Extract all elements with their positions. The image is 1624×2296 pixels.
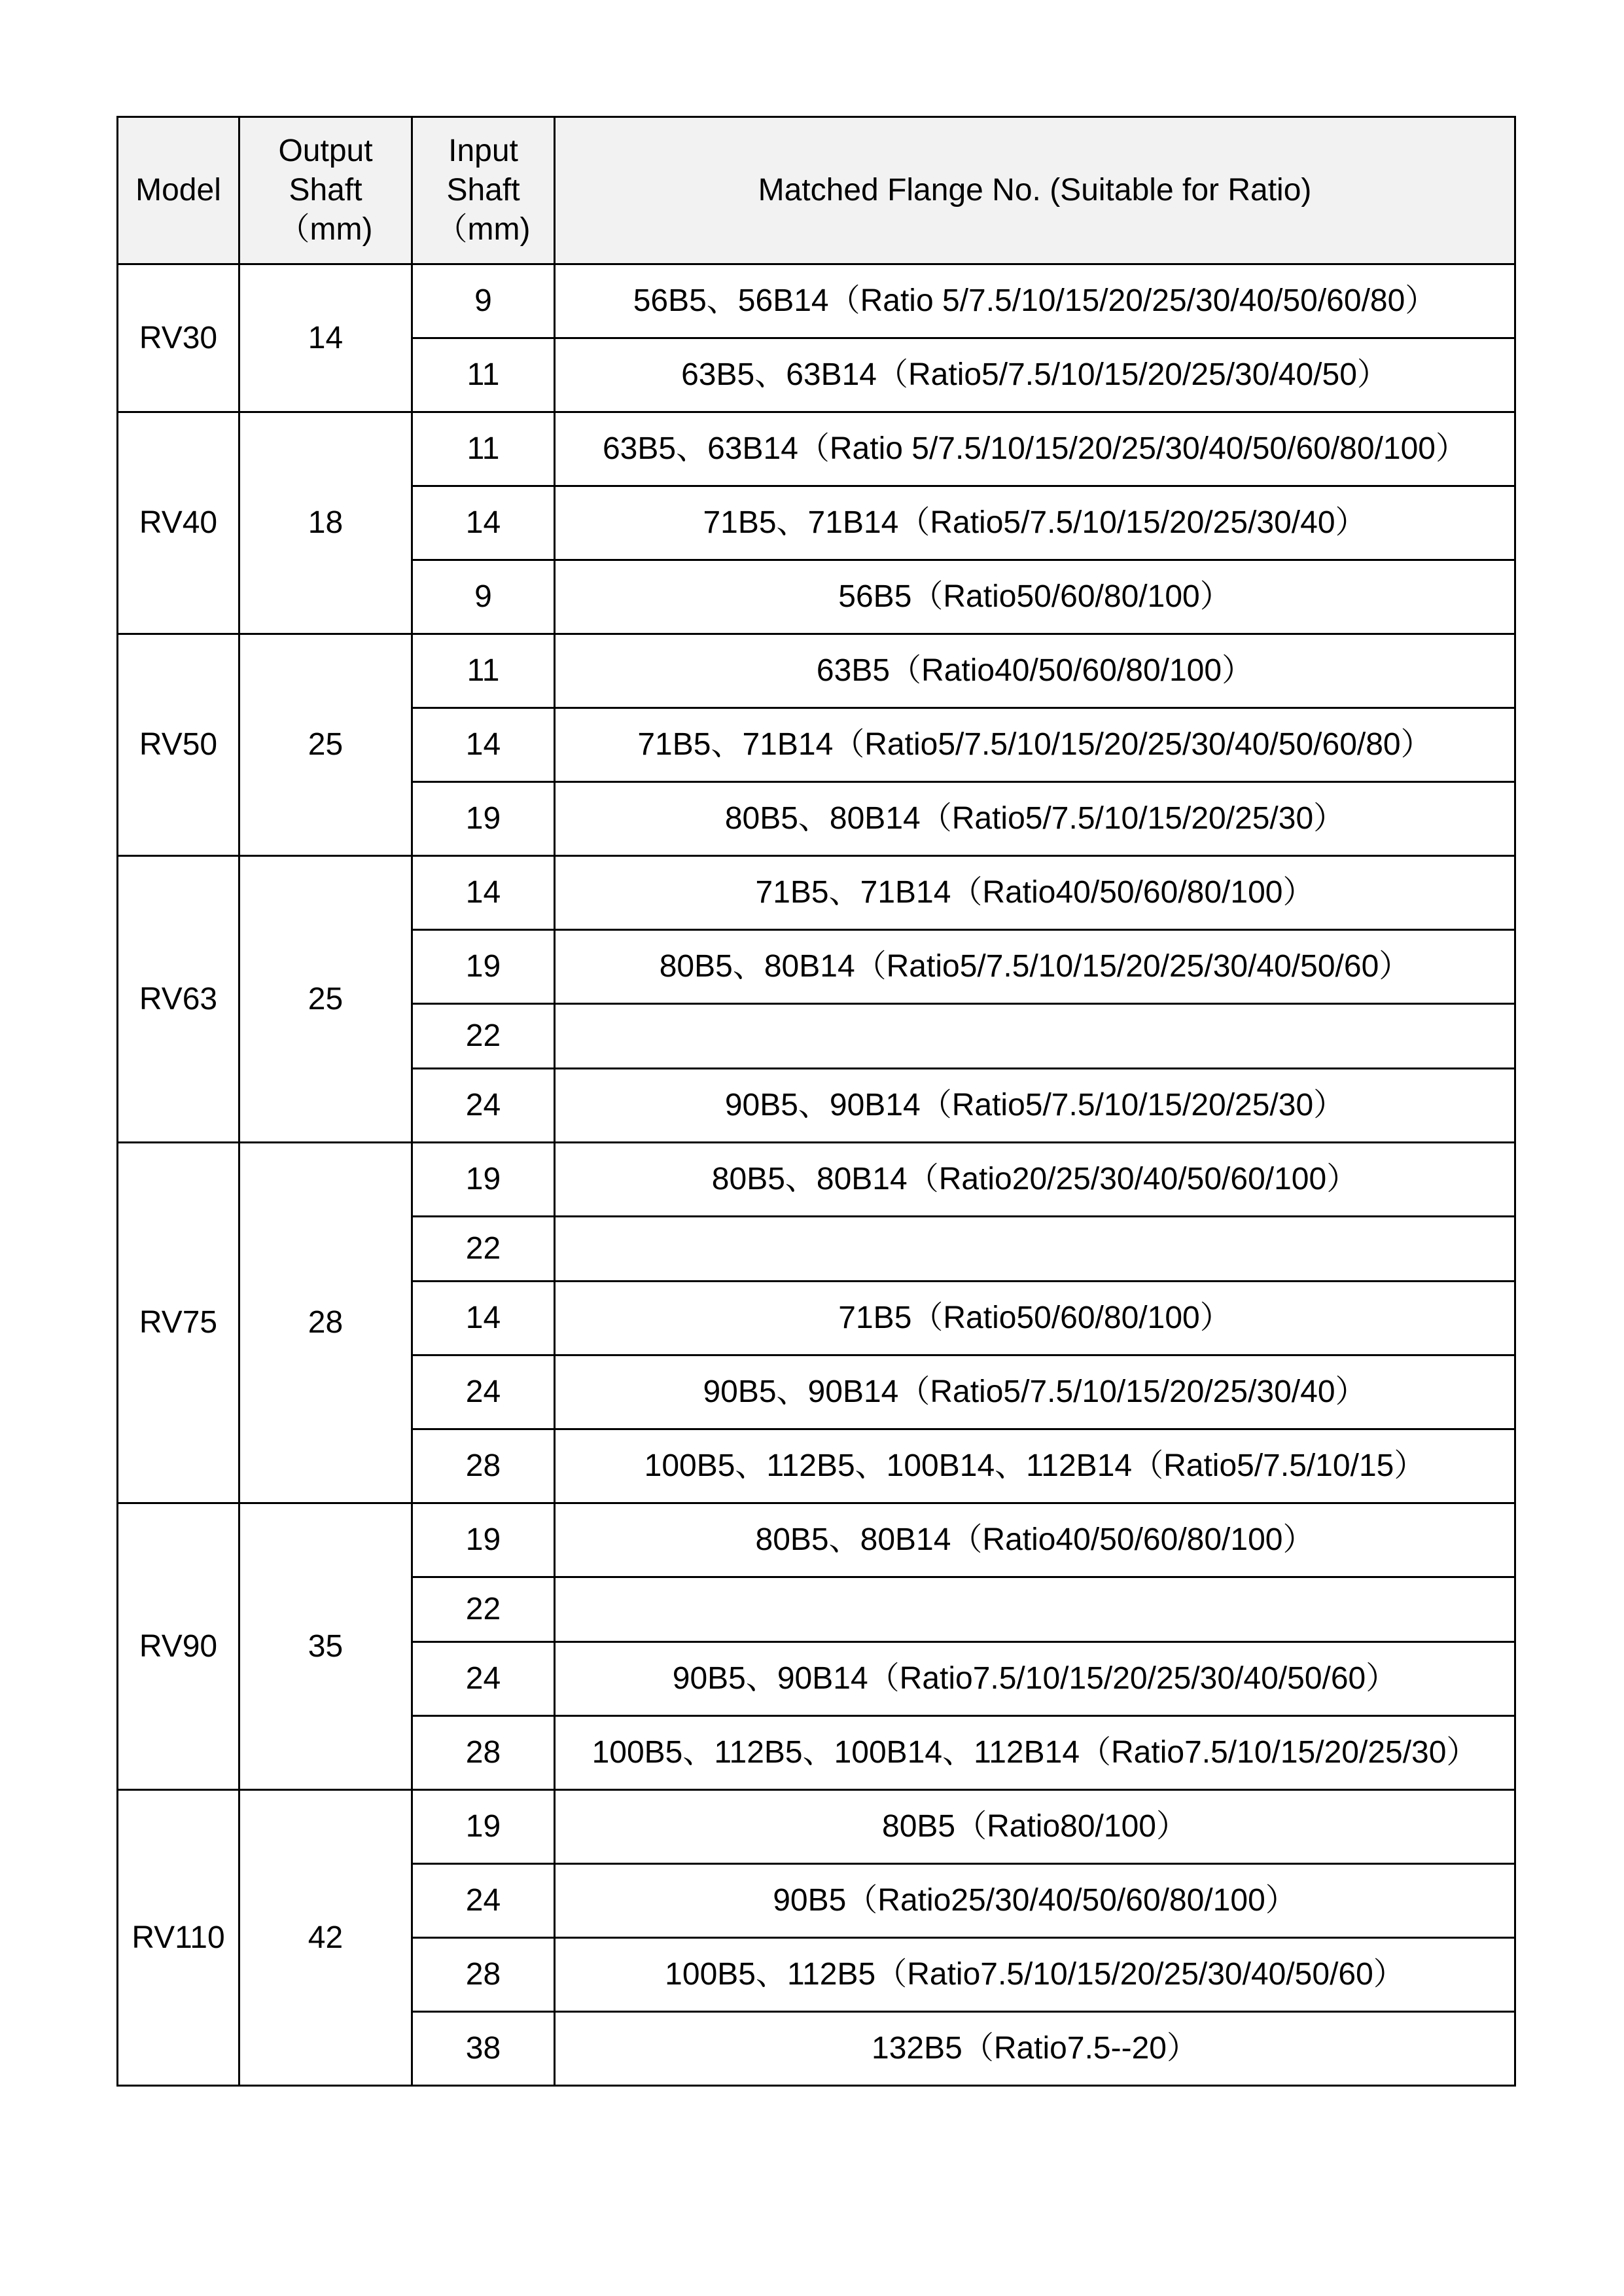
output-shaft-cell: 35 bbox=[239, 1503, 412, 1790]
header-row bbox=[118, 117, 1515, 264]
flange-cell: 80B5、80B14（Ratio40/50/60/80/100） bbox=[555, 1503, 1515, 1577]
flange-cell: 80B5、80B14（Ratio5/7.5/10/15/20/25/30/40/50/60） bbox=[555, 930, 1515, 1004]
flange-cell: 90B5（Ratio25/30/40/50/60/80/100） bbox=[555, 1864, 1515, 1938]
input-shaft-cell: 22 bbox=[412, 1004, 555, 1069]
flange-cell: 132B5（Ratio7.5--20） bbox=[555, 2012, 1515, 2086]
input-shaft-cell: 19 bbox=[412, 1790, 555, 1864]
output-shaft-cell: 14 bbox=[239, 264, 412, 412]
table-row bbox=[118, 412, 1515, 486]
input-shaft-cell: 24 bbox=[412, 1355, 555, 1429]
flange-cell: 63B5、63B14（Ratio 5/7.5/10/15/20/25/30/40/50/60/80/100） bbox=[555, 412, 1515, 486]
input-shaft-cell: 9 bbox=[412, 560, 555, 634]
table-row bbox=[118, 264, 1515, 338]
input-shaft-cell: 19 bbox=[412, 1143, 555, 1217]
input-shaft-cell: 19 bbox=[412, 1503, 555, 1577]
table-row bbox=[118, 1790, 1515, 1864]
input-shaft-cell: 24 bbox=[412, 1642, 555, 1716]
model-cell: RV40 bbox=[118, 412, 239, 634]
input-shaft-cell: 22 bbox=[412, 1577, 555, 1642]
flange-cell: 56B5、56B14（Ratio 5/7.5/10/15/20/25/30/40/50/60/80） bbox=[555, 264, 1515, 338]
output-shaft-header-line: （mm) bbox=[278, 212, 373, 247]
model-cell: RV110 bbox=[118, 1790, 239, 2086]
output-shaft-cell: 25 bbox=[239, 634, 412, 856]
flange-cell bbox=[555, 1217, 1515, 1282]
input-shaft-cell: 14 bbox=[412, 856, 555, 930]
flange-cell: 71B5、71B14（Ratio40/50/60/80/100） bbox=[555, 856, 1515, 930]
flange-matching-table bbox=[116, 116, 1516, 2087]
input-shaft-cell: 14 bbox=[412, 1282, 555, 1355]
input-shaft-cell: 28 bbox=[412, 1716, 555, 1790]
model-header: Model bbox=[118, 117, 239, 264]
model-cell: RV90 bbox=[118, 1503, 239, 1790]
flange-cell: 90B5、90B14（Ratio5/7.5/10/15/20/25/30） bbox=[555, 1069, 1515, 1143]
flange-cell: 71B5（Ratio50/60/80/100） bbox=[555, 1282, 1515, 1355]
output-shaft-header-line: Shaft bbox=[289, 173, 362, 207]
input-shaft-cell: 11 bbox=[412, 634, 555, 708]
input-shaft-cell: 14 bbox=[412, 486, 555, 560]
flange-cell bbox=[555, 1577, 1515, 1642]
input-shaft-cell: 11 bbox=[412, 412, 555, 486]
input-shaft-cell: 19 bbox=[412, 782, 555, 856]
flange-header: Matched Flange No. (Suitable for Ratio) bbox=[555, 117, 1515, 264]
flange-cell: 90B5、90B14（Ratio7.5/10/15/20/25/30/40/50/60） bbox=[555, 1642, 1515, 1716]
output-shaft-cell: 28 bbox=[239, 1143, 412, 1503]
flange-cell: 80B5、80B14（Ratio5/7.5/10/15/20/25/30） bbox=[555, 782, 1515, 856]
flange-cell: 100B5、112B5、100B14、112B14（Ratio7.5/10/15/20/25/30） bbox=[555, 1716, 1515, 1790]
input-shaft-header-line: Shaft bbox=[446, 173, 520, 207]
flange-cell: 80B5（Ratio80/100） bbox=[555, 1790, 1515, 1864]
flange-cell: 63B5（Ratio40/50/60/80/100） bbox=[555, 634, 1515, 708]
flange-cell: 63B5、63B14（Ratio5/7.5/10/15/20/25/30/40/50） bbox=[555, 338, 1515, 412]
flange-cell bbox=[555, 1004, 1515, 1069]
input-shaft-cell: 24 bbox=[412, 1864, 555, 1938]
output-shaft-cell: 18 bbox=[239, 412, 412, 634]
flange-cell: 71B5、71B14（Ratio5/7.5/10/15/20/25/30/40） bbox=[555, 486, 1515, 560]
output-shaft-header bbox=[239, 117, 412, 264]
model-cell: RV30 bbox=[118, 264, 239, 412]
input-shaft-cell: 14 bbox=[412, 708, 555, 782]
table-header bbox=[118, 117, 1515, 264]
input-shaft-cell: 24 bbox=[412, 1069, 555, 1143]
input-shaft-header bbox=[412, 117, 555, 264]
output-shaft-cell: 25 bbox=[239, 856, 412, 1143]
flange-cell: 80B5、80B14（Ratio20/25/30/40/50/60/100） bbox=[555, 1143, 1515, 1217]
table-row bbox=[118, 856, 1515, 930]
model-cell: RV75 bbox=[118, 1143, 239, 1503]
input-shaft-cell: 9 bbox=[412, 264, 555, 338]
input-shaft-cell: 22 bbox=[412, 1217, 555, 1282]
output-shaft-cell: 42 bbox=[239, 1790, 412, 2086]
output-shaft-header-line: Output bbox=[278, 134, 373, 168]
input-shaft-cell: 28 bbox=[412, 1938, 555, 2012]
table-row bbox=[118, 634, 1515, 708]
input-shaft-cell: 19 bbox=[412, 930, 555, 1004]
model-cell: RV63 bbox=[118, 856, 239, 1143]
flange-cell: 71B5、71B14（Ratio5/7.5/10/15/20/25/30/40/50/60/80） bbox=[555, 708, 1515, 782]
input-shaft-header-line: （mm) bbox=[436, 212, 531, 247]
input-shaft-header-line: Input bbox=[448, 134, 518, 168]
input-shaft-cell: 11 bbox=[412, 338, 555, 412]
table-body bbox=[118, 264, 1515, 2086]
flange-cell: 90B5、90B14（Ratio5/7.5/10/15/20/25/30/40） bbox=[555, 1355, 1515, 1429]
flange-cell: 56B5（Ratio50/60/80/100） bbox=[555, 560, 1515, 634]
table-row bbox=[118, 1503, 1515, 1577]
model-cell: RV50 bbox=[118, 634, 239, 856]
input-shaft-cell: 28 bbox=[412, 1429, 555, 1503]
flange-cell: 100B5、112B5（Ratio7.5/10/15/20/25/30/40/50/60） bbox=[555, 1938, 1515, 2012]
input-shaft-cell: 38 bbox=[412, 2012, 555, 2086]
table-row bbox=[118, 1143, 1515, 1217]
flange-cell: 100B5、112B5、100B14、112B14（Ratio5/7.5/10/15） bbox=[555, 1429, 1515, 1503]
